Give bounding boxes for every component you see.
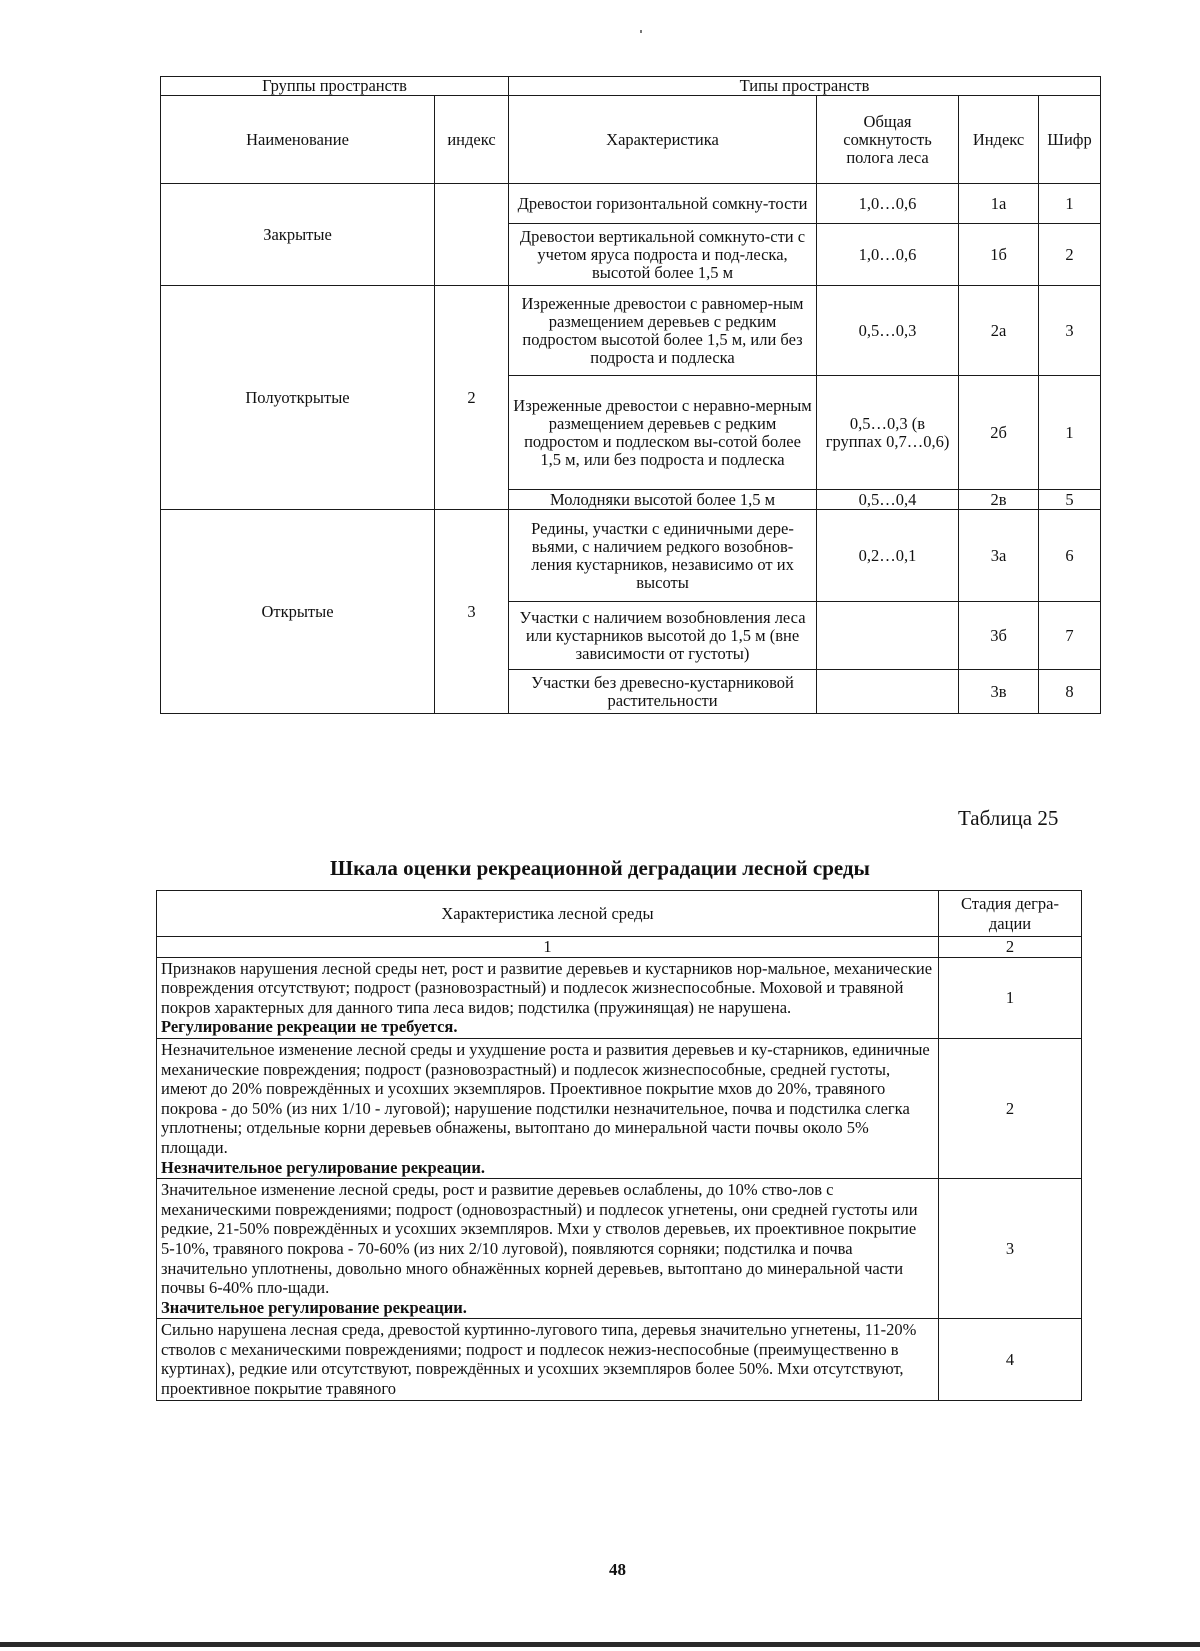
row-index: 3в bbox=[959, 670, 1039, 714]
table-row bbox=[161, 286, 1101, 376]
column-number-1: 1 bbox=[157, 937, 939, 958]
row-description: Незначительное изменение лесной среды и ухудшение роста и развития деревьев и ку-старников, единичные механические повреждения; подрост (разновозрастный) и подлесок жизнеспособные, средней густоты, имеют до 20% повреждённых и усохших экземпляров. Проективное покрытие мхов до 20%, травяного покрова - до 50% (из них 1/10 - луговой); нарушение подстилки незначительное, почва и подстилка слегка уплотнены; отдельные корни деревьев обнажены, вытоптано до минеральной части почвы около 5% площади. bbox=[161, 1039, 930, 1157]
header-characteristic: Характеристика bbox=[509, 96, 817, 184]
row-characteristic: Изреженные древостои с равномер-ным размещением деревьев с редким подростом высотой более 1,5 м, или без подроста и подлеска bbox=[509, 286, 817, 376]
table-title: Шкала оценки рекреационной деградации лесной среды bbox=[330, 856, 870, 880]
row-stage: 2 bbox=[939, 1038, 1082, 1178]
row-code: 6 bbox=[1039, 510, 1101, 602]
header-index: индекс bbox=[435, 96, 509, 184]
row-regulation: Незначительное регулирование рекреации. bbox=[161, 1157, 485, 1177]
scan-speck bbox=[640, 30, 642, 33]
row-density bbox=[817, 670, 959, 714]
row-stage: 4 bbox=[939, 1319, 1082, 1400]
group-index: 2 bbox=[435, 286, 509, 510]
header-groups: Группы пространств bbox=[161, 77, 509, 96]
row-regulation: Регулирование рекреации не требуется. bbox=[161, 1017, 458, 1037]
table-row bbox=[157, 1319, 1082, 1400]
group-index: 3 bbox=[435, 510, 509, 714]
row-density: 1,0…0,6 bbox=[817, 184, 959, 224]
group-name: Открытые bbox=[161, 510, 435, 714]
bottom-rule bbox=[0, 1642, 1200, 1647]
row-code: 1 bbox=[1039, 376, 1101, 490]
page-number: 48 bbox=[609, 1560, 626, 1579]
table-row bbox=[157, 1179, 1082, 1319]
row-description: Признаков нарушения лесной среды нет, рост и развитие деревьев и кустарников нор-мальное, механические повреждения отсутствуют; подрост (разновозрастный) и подлесок жизнеспособные. Моховой и травяной покров характерных для данного типа леса видов; подстилка (пружинящая) не нарушена. bbox=[161, 958, 933, 1017]
row-stage: 3 bbox=[939, 1179, 1082, 1319]
row-density: 0,2…0,1 bbox=[817, 510, 959, 602]
row-index: 3б bbox=[959, 602, 1039, 670]
row-index: 1а bbox=[959, 184, 1039, 224]
row-stage: 1 bbox=[939, 957, 1082, 1038]
header-density: Общая сомкнутость полога леса bbox=[817, 96, 959, 184]
header-degradation-stage: Стадия дегра-дации bbox=[939, 891, 1082, 937]
header-types: Типы пространств bbox=[509, 77, 1101, 96]
row-code: 8 bbox=[1039, 670, 1101, 714]
row-code: 7 bbox=[1039, 602, 1101, 670]
table-row bbox=[161, 184, 1101, 224]
group-index bbox=[435, 184, 509, 286]
row-density: 0,5…0,3 (в группах 0,7…0,6) bbox=[817, 376, 959, 490]
row-index: 2а bbox=[959, 286, 1039, 376]
row-characteristic: Участки без древесно-кустарниковой растительности bbox=[509, 670, 817, 714]
row-density bbox=[817, 602, 959, 670]
row-index: 1б bbox=[959, 224, 1039, 286]
table-row bbox=[157, 1038, 1082, 1178]
degradation-scale-table bbox=[156, 890, 1082, 1401]
header-name: Наименование bbox=[161, 96, 435, 184]
column-number-2: 2 bbox=[939, 937, 1082, 958]
table-row bbox=[161, 510, 1101, 602]
row-description: Сильно нарушена лесная среда, древостой куртинно-лугового типа, деревья значительно угнетены, 11-20% стволов с механическими повреждениями; подрост и подлесок нежиз-неспособные (преимущественно в куртинах), редкие или отсутствуют, повреждённых и усохших экземпляров более 50%. Мхи отсутствуют, проективное покрытие травяного bbox=[161, 1320, 917, 1399]
table-row bbox=[157, 957, 1082, 1038]
row-regulation: Значительное регулирование рекреации. bbox=[161, 1297, 467, 1317]
space-types-table bbox=[160, 76, 1101, 714]
row-characteristic: Молодняки высотой более 1,5 м bbox=[509, 490, 817, 510]
row-density: 0,5…0,3 bbox=[817, 286, 959, 376]
header-index2: Индекс bbox=[959, 96, 1039, 184]
group-name: Закрытые bbox=[161, 184, 435, 286]
header-forest-characteristic: Характеристика лесной среды bbox=[157, 891, 939, 937]
row-index: 3а bbox=[959, 510, 1039, 602]
row-density: 1,0…0,6 bbox=[817, 224, 959, 286]
header-code: Шифр bbox=[1039, 96, 1101, 184]
row-characteristic: Древостои горизонтальной сомкну-тости bbox=[509, 184, 817, 224]
group-name: Полуоткрытые bbox=[161, 286, 435, 510]
row-characteristic: Изреженные древостои с неравно-мерным размещением деревьев с редким подростом и подлеском вы-сотой более 1,5 м, или без подроста и подлеска bbox=[509, 376, 817, 490]
row-description: Значительное изменение лесной среды, рост и развитие деревьев ослаблены, до 10% ство-лов с механическими повреждениями; подрост (одновозрастный) и подлесок угнетены, они средней густоты или редкие, 21-50% повреждённых и усохших экземпляров. Мхи у стволов деревьев, их проективное покрытие 5-10%, травяного покрова - 70-60% (из них 2/10 луговой), появляются сорняки; подстилка и почва значительно уплотнены, довольно много обнажённых корней деревьев, вытоптано до минеральной части почвы 6-40% пло-щади. bbox=[161, 1180, 918, 1298]
row-characteristic: Древостои вертикальной сомкнуто-сти с учетом яруса подроста и под-леска, высотой более 1,5 м bbox=[509, 224, 817, 286]
row-code: 3 bbox=[1039, 286, 1101, 376]
row-density: 0,5…0,4 bbox=[817, 490, 959, 510]
row-index: 2в bbox=[959, 490, 1039, 510]
row-characteristic: Участки с наличием возобновления леса или кустарников высотой до 1,5 м (вне зависимости от густоты) bbox=[509, 602, 817, 670]
table-caption: Таблица 25 bbox=[958, 806, 1059, 830]
row-index: 2б bbox=[959, 376, 1039, 490]
row-characteristic: Редины, участки с единичными дере-вьями, с наличием редкого возобнов-ления кустарников, независимо от их высоты bbox=[509, 510, 817, 602]
row-code: 2 bbox=[1039, 224, 1101, 286]
row-code: 1 bbox=[1039, 184, 1101, 224]
row-code: 5 bbox=[1039, 490, 1101, 510]
